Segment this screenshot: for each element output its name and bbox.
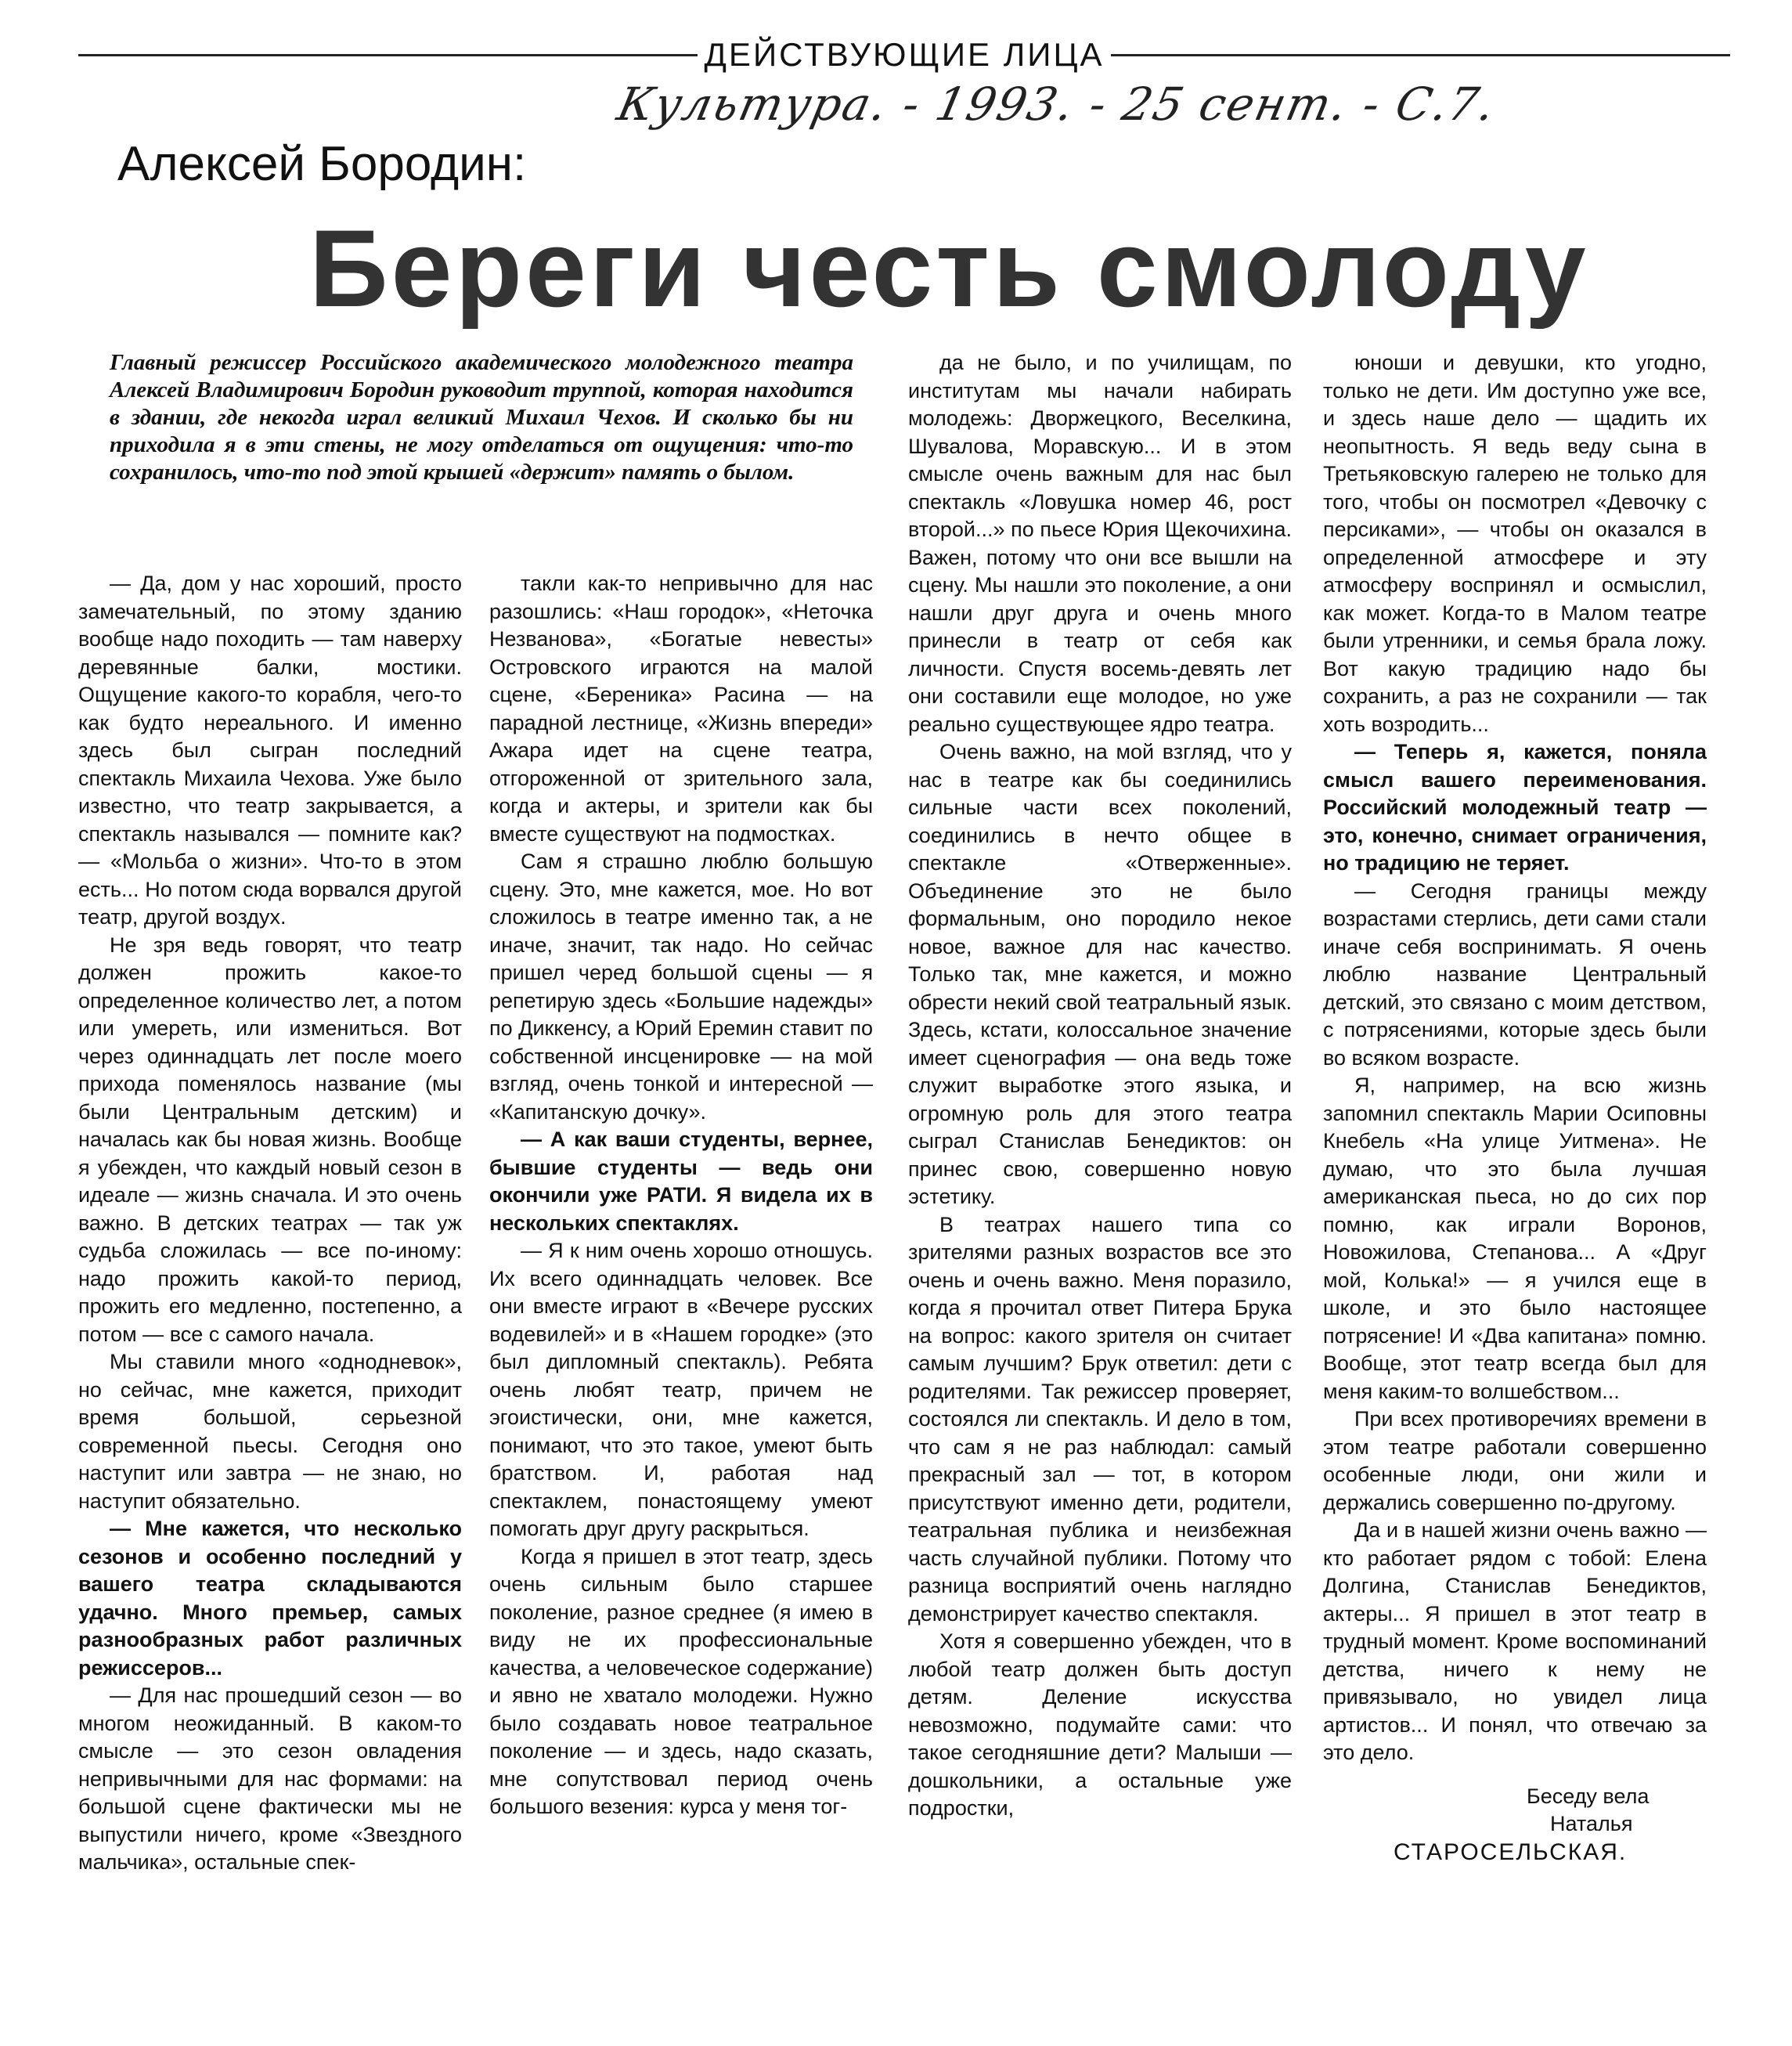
interviewer-question: — Мне кажется, что несколько сезонов и особенно последний у вашего театра складываются удачно. Много премьер, самых разнообразных работ различных режиссеров... — [78, 1517, 462, 1680]
author-name: Алексей Бородин: — [117, 137, 527, 191]
rule-left — [78, 54, 698, 56]
article-paragraph: юноши и девушки, кто угодно, только не дети. Им доступно уже все, и здесь наше дело — щадить их неопытность. Я ведь веду сына в Третьяковскую галерею не только для того, чтобы он посмотрел «Девочку с персиками», — чтобы он оказался в определенной атмосфере и эту атмосферу воспринял и осмыслил, как может. Когда-то в Малом театре были утренники, и семья брала ложу. Вот какую традицию надо бы сохранить, а раз не сохранили — так хоть возродить... — [1323, 351, 1707, 736]
article-paragraph: Да и в нашей жизни очень важно — кто работает рядом с тобой: Елена Долгина, Станислав Бенедиктов, актеры... Я пришел в этот театр в трудный момент. Кроме воспоминаний детства, ничего к нему не привязывало, но увидел лица артистов... И понял, что отвечаю за это дело. — [1323, 1518, 1707, 1764]
handwritten-citation: Культура. - 1993. - 25 сент. - С.7. — [612, 78, 1502, 131]
column-1 — [78, 570, 462, 1877]
article-paragraph: — Да, дом у нас хороший, просто замечательный, по этому зданию вообще надо походить — там наверху деревянные балки, мостики. Ощущение какого-то корабля, чего-то как будто нереального. И именно здесь был сыгран последний спектакль Михаила Чехова. Уже было известно, что театр закрывается, а спектакль назывался — помните как? — «Мольба о жизни». Что-то в этом есть... Но потом сюда ворвался другой театр, другой воздух. — [78, 572, 462, 929]
article-paragraph: Очень важно, на мой взгляд, что у нас в театре как бы соединились сильные части всех поколений, соединились в нечто общее в спектакле «Отверженные». Объединение это не было формальным, оно породило некое новое, важное для нас качество. Только так, мне кажется, и можно обрести некий свой театральный язык. Здесь, кстати, колоссальное значение имеет сценография — она ведь тоже служит выработке этого языка, и огромную роль для этого театра сыграл Станислав Бенедиктов: он принес свою, совершенно новую эстетику. — [908, 740, 1292, 1208]
article-paragraph: Не зря ведь говорят, что театр должен прожить какое-то определенное количество лет, а потом или умереть, или измениться. Вот через одиннадцать лет после моего прихода поменялось название (мы были Центральным детским) и началась как бы новая жизнь. Вообще я убежден, что каждый новый сезон в идеале — жизнь сначала. И это очень важно. В детских театрах — так уж судьба сложилась — все по-иному: надо прожить какой-то период, прожить его медленно, постепенно, а потом — все с самого начала. — [78, 933, 462, 1346]
signature-line2: Наталья — [1550, 1812, 1633, 1835]
article-paragraph: да не было, и по училищам, по институтам мы начали набирать молодежь: Дворжецкого, Веселкина, Шувалова, Моравскую... И в этом смысле очень важным для нас был спектакль «Ловушка номер 46, рост второй...» по пьесе Юрия Щекочихина. Важен, потому что они все вышли на сцену. Мы нашли это поколение, а они нашли друг друга и очень много принесли в театр от себя как личности. Спустя восемь-девять лет они составили еще молодое, но уже реально существующее ядро театра. — [908, 351, 1292, 736]
article-paragraph: — Я к ним очень хорошо отношусь. Их всего одиннадцать человек. Все они вместе играют в «Вечере русских водевилей» и в «Нашем городке» (это был дипломный спектакль). Ребята очень любят театр, причем не эгоистически, они, мне кажется, понимают, что это такое, умеют быть братством. И, работая над спектаклем, понастоящему умеют помогать друг другу раскрыться. — [489, 1239, 873, 1540]
signature-line3: СТАРОСЕЛЬСКАЯ. — [1394, 1839, 1628, 1865]
article-paragraph: такли как-то непривычно для нас разошлись: «Наш городок», «Неточка Незванова», «Богатые невесты» Островского играются на малой сцене, «Береника» Расина — на парадной лестнице, «Жизнь впереди» Ажара идет на сцене театра, отгороженной от зрительного зала, когда и актеры, и зрители как бы вместе существуют на подмостках. — [489, 572, 873, 846]
rule-right — [1111, 54, 1730, 56]
article-paragraph: Я, например, на всю жизнь запомнил спектакль Марии Осиповны Кнебель «На улице Уитмена». Не думаю, что это была лучшая американская пьеса, но до сих пор помню, как играли Воронов, Новожилова, Степанова... А «Друг мой, Колька!» — я учился еще в школе, и это было настоящее потрясение! И «Два капитана» помню. Вообще, этот театр всегда был для меня каким-то волшебством... — [1323, 1074, 1707, 1403]
column-2 — [489, 570, 873, 1821]
interviewer-question: — Теперь я, кажется, поняла смысл вашего переименования. Российский молодежный театр — это, конечно, снимает ограничения, но традицию не теряет. — [1323, 740, 1707, 875]
article-paragraph: — Сегодня границы между возрастами стерлись, дети сами стали иначе себя воспринимать. Я очень люблю название Центральный детский, это связано с моим детством, с потрясениями, которые здесь были во всяком возрасте. — [1323, 879, 1707, 1070]
article-paragraph: Хотя я совершенно убежден, что в любой театр должен быть доступ детям. Деление искусства невозможно, подумайте сами: что такое сегодняшние дети? Малыши — дошкольники, а остальные уже подростки, — [908, 1629, 1292, 1820]
article-paragraph: Когда я пришел в этот театр, здесь очень сильным было старшее поколение, разное среднее (я имею в виду не их профессиональные качества, а человеческое содержание) и явно не хватало молодежи. Нужно было создавать новое театральное поколение — и здесь, надо сказать, мне сопутствовал период очень большого везения: курса у меня тог- — [489, 1544, 873, 1818]
rubric-label: ДЕЙСТВУЮЩИЕ ЛИЦА — [704, 36, 1105, 73]
lead-paragraph: Главный режиссер Российского академического молодежного театра Алексей Владимирович Бородин руководит труппой, которая находится в здании, где некогда играл великий Михаил Чехов. И сколько бы ни приходила я в эти стены, не могу отделаться от ощущения: что-то сохранилось, что-то под этой крышей «держит» память о былом. — [110, 350, 853, 485]
column-3 — [908, 349, 1292, 1823]
article-paragraph: Мы ставили много «однодневок», но сейчас, мне кажется, приходит время большой, серьезной современной пьесы. Сегодня оно наступит или завтра — не знаю, но наступит обязательно. — [78, 1350, 462, 1513]
section-rubric — [78, 35, 1730, 74]
interviewer-question: — А как ваши студенты, вернее, бывшие студенты — ведь они окончили уже РАТИ. Я видела их в нескольких спектаклях. — [489, 1128, 873, 1235]
signature-line1: Беседу вела — [1527, 1784, 1650, 1808]
article-paragraph: — Для нас прошедший сезон — во многом неожиданный. В каком-то смысле — это сезон овладения непривычными для нас формами: на большой сцене фактически мы не выпустили ничего, кроме «Звездного мальчика», остальные спек- — [78, 1683, 462, 1874]
article-paragraph: Сам я страшно люблю большую сцену. Это, мне кажется, мое. Но вот сложилось в театре именно так, а не иначе, значит, так надо. Но сейчас пришел черед большой сцены — я репетирую здесь «Большие надежды» по Диккенсу, а Юрий Еремин ставит по собственной инсценировке — на мой взгляд, очень тонкой и интересной — «Капитанскую дочку». — [489, 850, 873, 1124]
headline: Береги честь смолоду — [309, 207, 1589, 330]
article-paragraph: При всех противоречиях времени в этом театре работали совершенно особенные люди, они жили и держались совершенно по-другому. — [1323, 1407, 1707, 1514]
column-4 — [1323, 349, 1707, 1866]
article-paragraph: В театрах нашего типа со зрителями разных возрастов все это очень и очень важно. Меня поразило, когда я прочитал ответ Питера Брука на вопрос: какого зрителя он считает самым лучшим? Брук ответил: дети с родителями. Так режиссер проверяет, состоялся ли спектакль. И дело в том, что сам я не раз наблюдал: самый прекрасный зал — тот, в котором присутствуют именно дети, родители, театральная публика и неизбежная часть случайной публики. Потому что разница восприятий очень наглядно демонстрирует качество спектакля. — [908, 1212, 1292, 1626]
